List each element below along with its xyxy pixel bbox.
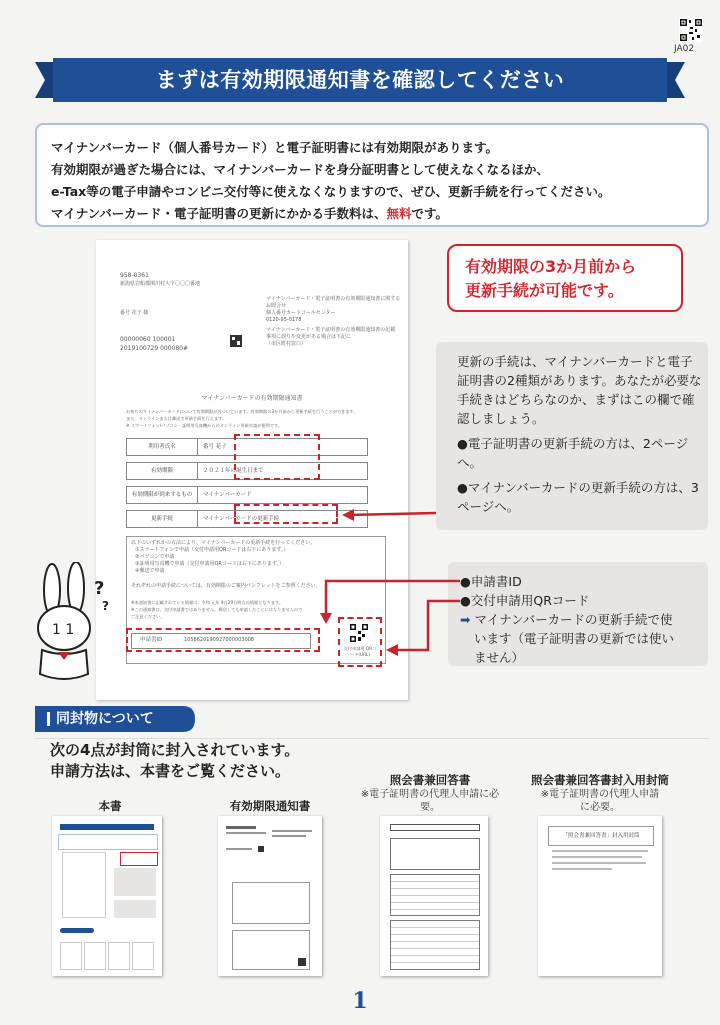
qr-desc-line: います（電子証明書の更新では使い	[474, 631, 675, 646]
recipient-name: 番号 花子 様	[120, 310, 149, 316]
intro-line: 有効期限が過ぎた場合には、マイナンバーカードを身分証明書として使えなくなるほか、	[51, 162, 550, 177]
procedure-bullet: ●電子証明書の更新手続の方は、2ページへ。	[457, 436, 689, 470]
id-qr-text	[460, 572, 704, 667]
section-heading: 同封物について	[56, 711, 154, 727]
method-item: ②パソコンで申請	[135, 554, 175, 560]
enclosure-description	[50, 740, 299, 782]
thumbnail-this-document	[52, 816, 162, 976]
row-value: ２０２１年の誕生日まで	[203, 468, 264, 474]
number-line: 00000060 100001	[120, 336, 176, 343]
sender-phone: 0120-95-0178	[266, 317, 302, 323]
qr-description	[460, 610, 704, 629]
id-value: 1058620190927000003008	[184, 637, 254, 643]
fee-text: マイナンバーカード・電子証明書の更新にかかる手数料は、	[51, 206, 387, 221]
divider	[35, 738, 709, 739]
procedures-intro: 更新の手続は、マイナンバーカードと電子証明書の2種類があります。あなたが必要な手続きはどちらなのか、まずはこの欄で確認しましょう。	[457, 354, 702, 426]
callout-line: 有効期限の3か月前から	[465, 257, 637, 276]
fee-end: です。	[411, 206, 449, 221]
enclosure-title: 本書	[98, 799, 122, 813]
number-line: 2019100729 000080#	[120, 345, 189, 352]
enclosure-title: 照会書兼回答書	[389, 773, 471, 787]
arrow-icon: ➡	[460, 612, 471, 627]
method-item: ③証明用写真機で申請（交付申請用QRコードは右下にあります。）	[135, 561, 284, 567]
methods-text: 以下のいずれかの方法により、マイナンバーカードの更新手続を行ってください。	[131, 540, 316, 546]
fine-print: ※この通知書は、交付申請書ではありません。郵送しても申請したことにはなりませんので	[131, 607, 303, 612]
thumbnail-inquiry-form	[380, 816, 488, 976]
highlight-box	[234, 434, 320, 480]
sender-line: お問合せ	[266, 303, 287, 309]
sender-line: マイナンバーカード・電子証明書の有効期限通知書に関する	[266, 296, 401, 302]
enclosure-desc-line: 次の4点が封筒に封入されています。	[50, 741, 300, 759]
page-number: 1	[352, 988, 368, 1014]
page-title: まずは有効期限通知書を確認してください	[155, 68, 565, 92]
svg-text:?: ?	[94, 578, 105, 599]
id-highlight	[126, 628, 320, 652]
envelope-label: 「照会書兼回答書」封入用封筒	[548, 826, 654, 846]
notice-body: また、オンラインまたは郵送で更新手続を行えます。	[126, 416, 227, 421]
fine-print: ※本通知書に記載されている情報は、令和 元年 9月29日時点の情報となります。	[131, 600, 284, 605]
sender-line: 個人番号カードコールセンター	[266, 310, 336, 316]
sender-line: 事項に誤りや変更がある場合は下記に	[266, 334, 352, 340]
intro-line: e-Tax等の電子申請やコンビニ交付等に使えなくなりますので、ぜひ、更新手続を行ってください。	[51, 184, 611, 199]
notice-body: お持ちのマイナンバーカードについて有効期限が近づいています。有効期限の3か月前から更新手続を行うことができます。	[126, 409, 358, 414]
method-item: ④郵送で申請	[135, 568, 165, 574]
thumbnail-expiry-notice	[218, 816, 322, 976]
row-value: マイナンバーカードの更新手続	[203, 516, 280, 522]
enclosure-title: 有効期限通知書	[229, 799, 311, 813]
svg-text:1 1: 1 1	[52, 622, 75, 638]
svg-text:?: ?	[102, 599, 109, 613]
fine-print: ご注意ください。	[131, 614, 165, 619]
intro-box	[35, 123, 709, 227]
id-label: 申請書ID	[140, 637, 163, 643]
qr-label: 交付申請用 QRコード(URL)	[343, 646, 377, 657]
method-item: ①スマートフォンで申請（交付申請用QRコードは右下にあります。）	[135, 547, 289, 553]
recipient-address: 新潟県岩船郡関川村大字〇〇〇番地	[120, 281, 201, 287]
thumbnail-return-envelope	[538, 816, 662, 976]
qr-bullet: ●交付申請用QRコード	[460, 593, 590, 608]
intro-line	[51, 203, 693, 225]
qr-desc-line: マイナンバーカードの更新手続で使	[474, 612, 673, 627]
procedures-text	[457, 352, 703, 522]
enclosure-note: ※電子証明書の代理人申請に必要。	[540, 789, 660, 813]
intro-line: マイナンバーカード（個人番号カード）と電子証明書には有効期限があります。	[51, 140, 499, 155]
callout-line: 更新手続が可能です。	[465, 281, 624, 300]
row-value: マイナンバーカード	[203, 492, 252, 498]
row-label: 有効期限が到来するもの	[127, 487, 198, 503]
qr-desc-line: ません）	[474, 650, 525, 665]
enclosure-desc-line: 申請方法は、本書をご覧ください。	[50, 762, 291, 780]
row-label: 利用者氏名	[127, 439, 198, 455]
enclosure-note: ※電子証明書の代理人申請に必要。	[360, 789, 500, 813]
row-value: 番号 花子	[203, 444, 227, 450]
sender-line: （市区町村窓口）	[266, 341, 307, 347]
row-label: 更新手続	[127, 511, 198, 527]
renewal-callout	[447, 244, 683, 312]
sender-line: マイナンバーカード・電子証明書の有効期限通知書の記載	[266, 327, 396, 333]
procedure-bullet: ●マイナンバーカードの更新手続の方は、3ページへ。	[457, 480, 699, 514]
table-row	[126, 486, 368, 504]
id-bullet: ●申請書ID	[460, 574, 522, 589]
methods-note: それぞれの申請手続については、有効期限のご案内パンフレットをご参照ください。	[131, 583, 321, 589]
document-code: JA02	[674, 44, 695, 54]
expiry-notice-document	[96, 240, 408, 700]
free-text: 無料	[386, 206, 412, 221]
highlight-box	[234, 504, 338, 524]
enclosure-title: 照会書兼回答書封入用封筒	[531, 773, 669, 787]
qr-code-icon	[679, 18, 703, 42]
notice-title: マイナンバーカードの有効期限通知書	[201, 395, 303, 402]
postal-code: 958-0361	[120, 272, 149, 279]
notice-body: ※ スマートフォン/パソコン・証明用写真機からのオンライン更新申請が便利です。	[126, 423, 283, 428]
barcode-icon	[230, 335, 242, 347]
row-label: 有効期限	[127, 463, 198, 479]
rabbit-mascot-icon	[22, 562, 114, 686]
qr-code-icon	[350, 624, 368, 642]
